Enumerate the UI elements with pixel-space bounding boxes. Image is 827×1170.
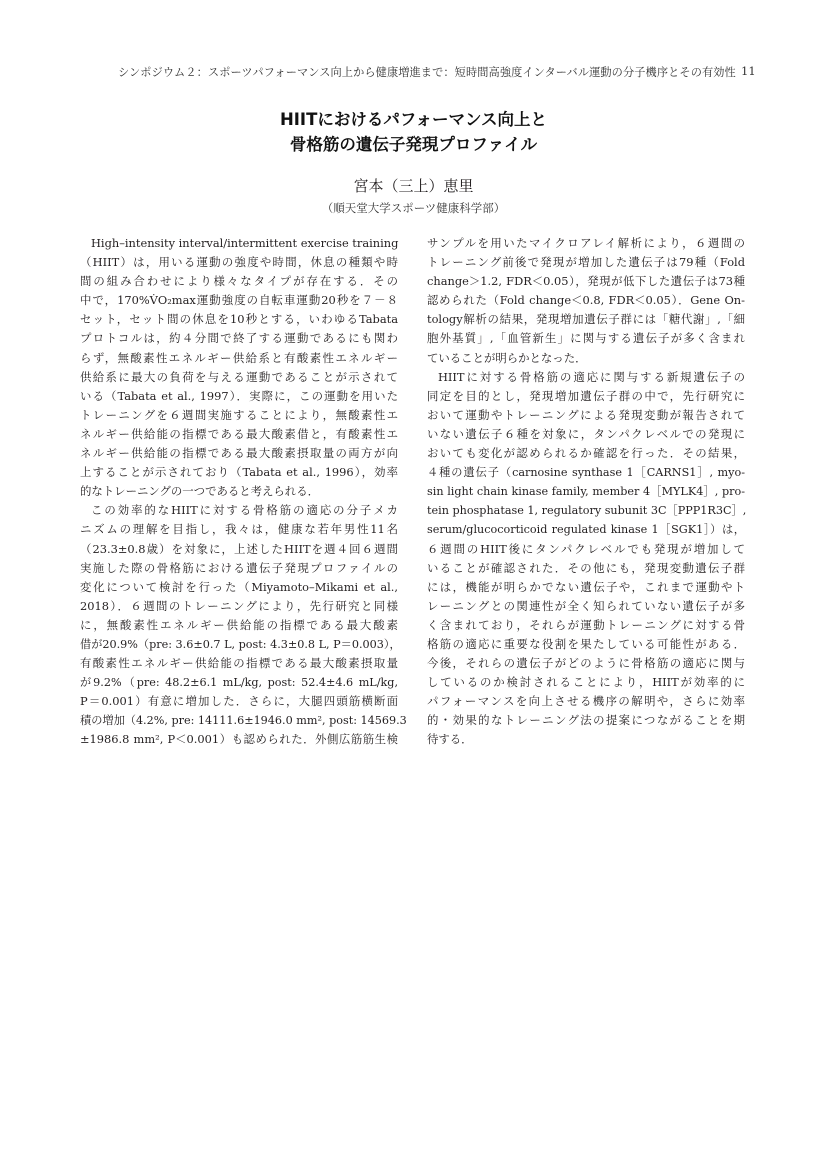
body-line: 供給系に最大の負荷を与える運動であることが示されて: [80, 369, 398, 384]
body-line: 的・効果的なトレーニング法の提案につながることを期: [427, 713, 745, 728]
body-column-right: [427, 234, 745, 750]
body-line: 胞外基質」,「血管新生」に関与する遺伝子が多く含まれ: [427, 331, 745, 346]
body-line: に，無酸素性エネルギー供給能の指標である最大酸素: [80, 617, 398, 632]
body-line: ネルギー供給能の指標である最大酸素借と，有酸素性エ: [80, 426, 398, 441]
body-line: 変化について検討を行った（Miyamoto–Mikami et al.,: [80, 579, 398, 594]
body-line: 同定を目的とし，発現増加遺伝子群の中で，先行研究に: [427, 388, 745, 403]
body-line: いない遺伝子６種を対象に，タンパクレベルでの発現に: [427, 426, 745, 441]
body-line: プロトコルは，約４分間で終了する運動であるにも関わ: [80, 331, 398, 346]
body-line: おいて運動やトレーニングによる発現変動が報告されて: [427, 407, 745, 422]
body-line: 認められた（Fold change＜0.8, FDR＜0.05）．Gene On-: [427, 293, 745, 308]
body-line: セット，セット間の休息を10秒とする，いわゆるTabata: [80, 312, 398, 327]
body-line: serum/glucocorticoid regulated kinase 1［SGK1］）は，: [427, 523, 745, 537]
body-line: トレーニングを６週間実施することにより，無酸素性エ: [80, 407, 398, 422]
body-line: （23.3±0.8歳）を対象に，上述したHIITを週４回６週間: [80, 541, 398, 556]
body-line: サンプルを用いたマイクロアレイ解析により，６週間の: [427, 236, 745, 250]
running-title: シンポジウム２：スポーツパフォーマンス向上から健康増進まで：短時間高強度インターバル運動の分子機序とその有効性: [118, 66, 736, 79]
body-line: ±1986.8 mm², P＜0.001）も認められた．外側広筋筋生検: [80, 732, 398, 747]
body-line: おいても変化が認められるか確認を行った．その結果，: [427, 446, 745, 461]
body-column-left: [80, 234, 407, 750]
body-line: tein phosphatase 1, regulatory subunit 3C［PPP1R3C］,: [427, 504, 747, 518]
body-line: （HIIT）は，用いる運動の強度や時間，休息の種類や時: [80, 255, 398, 270]
page-number: 11: [741, 64, 756, 78]
body-line: 積の増加（4.2%, pre: 14111.6±1946.0 mm², post: 14569.3: [80, 714, 407, 728]
body-line: 実施した際の骨格筋における遺伝子発現プロファイルの: [80, 560, 398, 575]
body-line: P＝0.001）有意に増加した．さらに，大腿四頭筋横断面: [80, 694, 398, 709]
body-line: ていることが明らかとなった．: [427, 350, 587, 365]
body-line: レーニングとの関連性が全く知られていない遺伝子が多: [427, 598, 745, 613]
body-line: く含まれており，それらが運動トレーニングに対する骨: [427, 617, 745, 632]
body-line: が9.2%（pre: 48.2±6.1 mL/kg, post: 52.4±4.6 mL/kg,: [80, 676, 398, 690]
body-line: らず，無酸素性エネルギー供給系と有酸素性エネルギー: [80, 350, 398, 365]
body-line: 間の組み合わせにより様々なタイプが存在する．その: [80, 274, 398, 289]
body-line: パフォーマンスを向上させる機序の解明や，さらに効率: [427, 694, 745, 709]
body-line: 今後，それらの遺伝子がどのように骨格筋の適応に関与: [427, 656, 745, 671]
body-line: ニズムの理解を目指し，我々は，健康な若年男性11名: [80, 522, 398, 537]
body-line: トレーニング前後で発現が増加した遺伝子は79種（Fold: [427, 255, 745, 270]
running-header: [0, 64, 827, 84]
body-line: 待する．: [427, 732, 473, 747]
body-line: tology解析の結果，発現増加遺伝子群には「糖代謝」,「細: [427, 312, 745, 327]
title-line-1: HIITにおけるパフォーマンス向上と: [279, 110, 548, 129]
body-line: 上することが示されており（Tabata et al., 1996），効率: [80, 465, 398, 480]
article-title: [0, 107, 827, 157]
body-line: sin light chain kinase family, member 4［MYLK4］, pro-: [427, 485, 745, 499]
body-line: High–intensity interval/intermittent exercise training: [91, 236, 399, 250]
body-line: ネルギー供給能の指標である最大酸素摂取量の両方が向: [80, 446, 398, 461]
author-affiliation: （順天堂大学スポーツ健康科学部）: [321, 201, 506, 215]
body-line: いる（Tabata et al., 1997）．実際に，この運動を用いた: [80, 388, 398, 403]
body-line: しているのか検討されることにより，HIITが効率的に: [427, 675, 745, 690]
body-line: ４種の遺伝子（carnosine synthase 1［CARNS1］, myo-: [427, 466, 745, 480]
body-line: ６週間のHIIT後にタンパクレベルでも発現が増加して: [427, 541, 745, 556]
body-line: いることが確認された．その他にも，発現変動遺伝子群: [427, 560, 745, 575]
body-line: 2018）．６週間のトレーニングにより，先行研究と同様: [80, 598, 398, 613]
body-line: 格筋の適応に重要な役割を果たしている可能性がある．: [427, 636, 745, 651]
body-line: change＞1.2, FDR＜0.05），発現が低下した遺伝子は73種: [427, 274, 745, 289]
body-line: 的なトレーニングの一つであると考えられる．: [80, 484, 319, 499]
body-line: 中で，170%V̇O₂max運動強度の自転車運動20秒を７－８: [80, 293, 398, 308]
body-line: には，機能が明らかでない遺伝子や，これまで運動やト: [427, 579, 745, 594]
author-name: 宮本（三上）恵里: [353, 177, 474, 195]
body-line: 有酸素性エネルギー供給能の指標である最大酸素摂取量: [80, 656, 398, 671]
body-line: HIITに対する骨格筋の適応に関与する新規遺伝子の: [438, 369, 745, 384]
body-line: この効率的なHIITに対する骨格筋の適応の分子メカ: [91, 503, 398, 518]
title-line-2: 骨格筋の遺伝子発現プロファイル: [289, 135, 538, 154]
body-line: 借が20.9%（pre: 3.6±0.7 L, post: 4.3±0.8 L, P＝0.003），: [80, 637, 401, 651]
